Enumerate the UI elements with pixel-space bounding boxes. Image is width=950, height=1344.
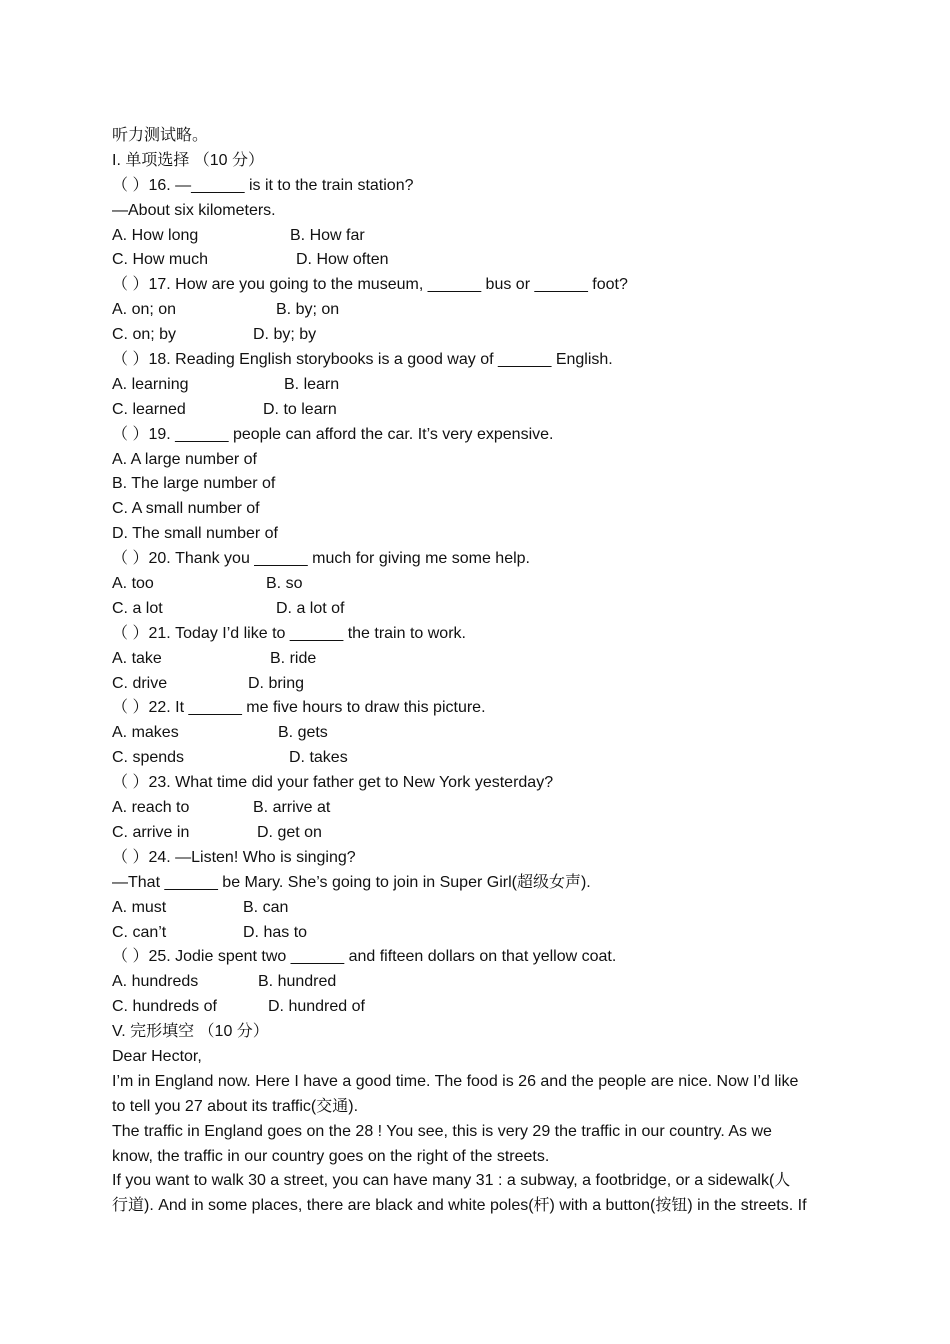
question-extra: —That ______ be Mary. She’s going to join in Super Girl(超级女声). (112, 873, 591, 891)
option-c: C. a lot (112, 599, 163, 617)
option-row (112, 298, 872, 323)
option-row (112, 647, 872, 672)
option-a: A. learning (112, 375, 189, 393)
option-c: C. learned (112, 400, 186, 418)
option-row (112, 746, 872, 771)
option-b: B. by; on (276, 301, 340, 319)
passage-line: If you want to walk 30 a street, you can have many 31 : a subway, a footbridge, or a sidewalk(人 (112, 1172, 791, 1190)
passage-line: 行道). And in some places, there are black and white poles(杆) with a button(按钮) in the streets. If (112, 1197, 807, 1215)
option-a: A. A large number of (112, 450, 257, 468)
question-stem: （ ）23. What time did your father get to New York yesterday? (112, 774, 554, 792)
option-row (112, 796, 872, 821)
option-a: A. makes (112, 724, 179, 742)
option-d: D. a lot of (276, 599, 345, 617)
question-stem: （ ）20. Thank you ______ much for giving me some help. (112, 550, 531, 568)
option-row (112, 373, 872, 398)
passage-line: I’m in England now. Here I have a good time. The food is 26 and the people are nice. Now I’d like (112, 1072, 799, 1090)
option-b: B. learn (284, 375, 340, 393)
option-d: D. How often (296, 251, 389, 269)
option-d: D. get on (257, 823, 322, 841)
option-d: D. The small number of (112, 525, 278, 543)
option-row (112, 572, 872, 597)
option-b: B. How far (290, 226, 365, 244)
option-b: B. hundred (258, 973, 337, 991)
option-row (112, 672, 872, 697)
option-a: A. on; on (112, 301, 177, 319)
option-row (112, 921, 872, 946)
question-stem: （ ）22. It ______ me five hours to draw this picture. (112, 699, 486, 717)
option-d: D. takes (289, 749, 348, 767)
option-row (112, 398, 872, 423)
option-row (112, 721, 872, 746)
passage-line: know, the traffic in our country goes on the right of the streets. (112, 1147, 550, 1165)
option-row (112, 970, 872, 995)
option-a: A. too (112, 575, 154, 593)
option-d: D. hundred of (268, 998, 365, 1016)
passage-line: The traffic in England goes on the 28 ! You see, this is very 29 the traffic in our country. As we (112, 1122, 772, 1140)
option-row (112, 323, 872, 348)
option-c: C. can’t (112, 923, 167, 941)
section-5-title: V. 完形填空 （10 分） (112, 1023, 269, 1041)
question-stem: （ ）21. Today I’d like to ______ the train to work. (112, 624, 466, 642)
option-d: D. to learn (263, 400, 337, 418)
option-c: C. spends (112, 749, 185, 767)
option-a: A. take (112, 649, 162, 667)
option-a: A. hundreds (112, 973, 199, 991)
passage-line: Dear Hector, (112, 1047, 202, 1065)
option-b: B. arrive at (253, 799, 331, 817)
question-stem: （ ）24. —Listen! Who is singing? (112, 848, 356, 866)
option-c: C. How much (112, 251, 209, 269)
option-row (112, 821, 872, 846)
option-row (112, 597, 872, 622)
option-c: C. hundreds of (112, 998, 217, 1016)
question-stem: （ ）25. Jodie spent two ______ and fifteen dollars on that yellow coat. (112, 948, 617, 966)
option-row (112, 896, 872, 921)
option-row (112, 248, 872, 273)
option-b: B. gets (278, 724, 328, 742)
question-extra: —About six kilometers. (112, 201, 276, 219)
passage-line: to tell you 27 about its traffic(交通). (112, 1097, 359, 1115)
option-a: A. reach to (112, 799, 190, 817)
question-stem: （ ）16. —______ is it to the train station? (112, 176, 414, 194)
option-b: B. The large number of (112, 475, 276, 493)
option-b: B. can (243, 898, 289, 916)
option-d: D. has to (243, 923, 308, 941)
intro-text: 听力测试略。 (112, 127, 209, 144)
option-a: A. How long (112, 226, 199, 244)
question-stem: （ ）18. Reading English storybooks is a good way of ______ English. (112, 351, 613, 369)
question-stem: （ ）17. How are you going to the museum, ______ bus or ______ foot? (112, 276, 628, 294)
option-row (112, 995, 872, 1020)
option-b: B. so (266, 575, 303, 593)
exam-page (112, 124, 872, 1219)
option-a: A. must (112, 898, 167, 916)
option-c: C. drive (112, 674, 168, 692)
option-d: D. by; by (253, 326, 317, 344)
option-row (112, 224, 872, 249)
option-c: C. on; by (112, 326, 177, 344)
option-c: C. A small number of (112, 500, 260, 518)
option-b: B. ride (270, 649, 317, 667)
question-stem: （ ）19. ______ people can afford the car. It’s very expensive. (112, 425, 554, 443)
section-1-title: I. 单项选择 （10 分） (112, 151, 265, 169)
option-c: C. arrive in (112, 823, 190, 841)
option-d: D. bring (248, 674, 305, 692)
